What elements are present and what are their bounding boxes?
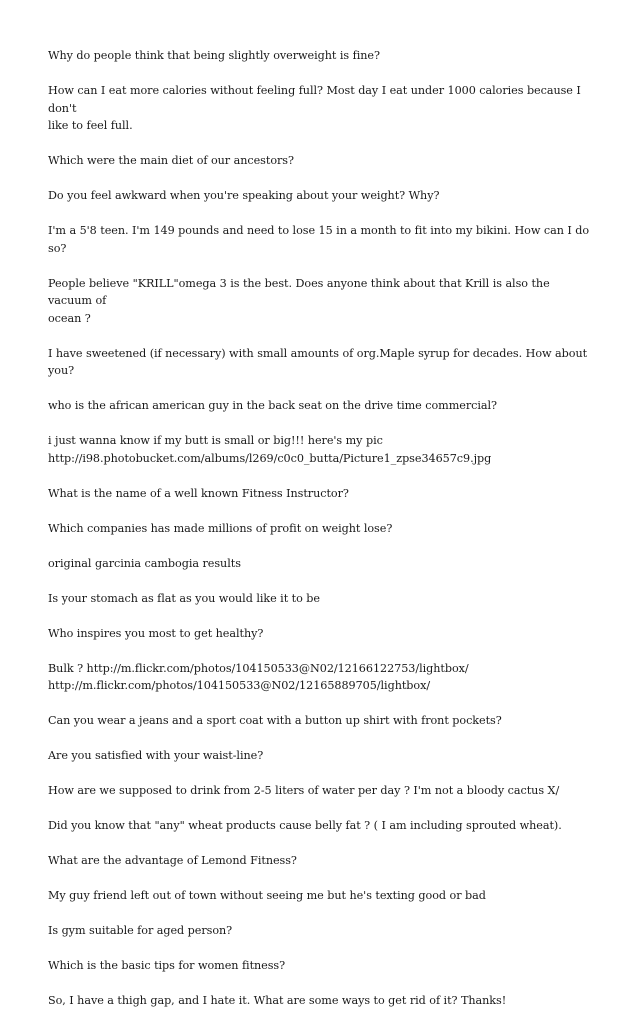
question-24-line-1: So, I have a thigh gap, and I hate it. What are some ways to get rid of it? Thanks! — [48, 994, 507, 1007]
question-2-line-2: like to feel full. — [48, 119, 133, 132]
question-21 — [48, 887, 596, 905]
question-9-line-2: http://i98.photobucket.com/albums/l269/c0c0_butta/Picture1_zpse34657c9.jpg — [48, 451, 492, 465]
question-1 — [48, 47, 596, 65]
question-20 — [48, 852, 596, 870]
question-15-line-2: http://m.flickr.com/photos/104150533@N02/12165889705/lightbox/ — [48, 679, 431, 692]
question-2 — [48, 82, 596, 135]
document-page — [48, 47, 596, 1027]
question-19 — [48, 817, 596, 835]
question-8 — [48, 397, 596, 415]
question-15 — [48, 660, 596, 695]
question-16-line-1: Can you wear a jeans and a sport coat with a button up shirt with front pockets? — [48, 714, 502, 727]
question-5 — [48, 222, 596, 257]
question-4-line-1: Do you feel awkward when you're speaking about your weight? Why? — [48, 189, 440, 202]
question-2-line-1: How can I eat more calories without feeling full? Most day I eat under 1000 calories because I don't — [48, 84, 581, 115]
question-7-line-1: I have sweetened (if necessary) with small amounts of org.Maple syrup for decades. How about you? — [48, 346, 588, 377]
question-14 — [48, 625, 596, 643]
question-10-line-1: What is the name of a well known Fitness Instructor? — [48, 486, 349, 500]
question-13 — [48, 590, 596, 608]
question-8-line-1: who is the african american guy in the back seat on the drive time commercial? — [48, 399, 497, 412]
question-7 — [48, 345, 596, 380]
question-4 — [48, 187, 596, 205]
question-17 — [48, 747, 596, 765]
question-5-line-1: I'm a 5'8 teen. I'm 149 pounds and need to lose 15 in a month to fit into my bikini. How can I do so? — [48, 224, 590, 255]
question-1-line-1: Why do people think that being slightly overweight is fine? — [48, 49, 380, 62]
question-17-line-1: Are you satisfied with your waist-line? — [48, 749, 264, 762]
question-16 — [48, 712, 596, 730]
question-14-line-1: Who inspires you most to get healthy? — [48, 626, 264, 640]
question-22 — [48, 922, 596, 940]
question-12-line-1: original garcinia cambogia results — [48, 556, 241, 570]
question-3-line-1: Which were the main diet of our ancestors? — [48, 154, 294, 167]
question-18-line-1: How are we supposed to drink from 2-5 liters of water per day ? I'm not a bloody cactus X/ — [48, 784, 560, 797]
question-6-line-1: People believe "KRILL"omega 3 is the best. Does anyone think about that Krill is also the vacuum of — [48, 276, 550, 307]
question-15-line-1: Bulk ? http://m.flickr.com/photos/104150533@N02/12166122753/lightbox/ — [48, 661, 469, 675]
question-23-line-1: Which is the basic tips for women fitness? — [48, 959, 286, 972]
question-10 — [48, 485, 596, 503]
question-9-line-1: i just wanna know if my butt is small or big!!! here's my pic — [48, 434, 383, 447]
question-3 — [48, 152, 596, 170]
question-11 — [48, 520, 596, 538]
question-22-line-1: Is gym suitable for aged person? — [48, 924, 233, 937]
question-19-line-1: Did you know that "any" wheat products cause belly fat ? ( I am including sprouted wheat). — [48, 819, 562, 832]
question-13-line-1: Is your stomach as flat as you would like it to be — [48, 591, 320, 605]
question-23 — [48, 957, 596, 975]
question-20-line-1: What are the advantage of Lemond Fitness? — [48, 854, 297, 867]
question-6 — [48, 275, 596, 328]
question-6-line-2: ocean ? — [48, 311, 91, 325]
question-24 — [48, 992, 596, 1010]
question-9 — [48, 432, 596, 467]
question-11-line-1: Which companies has made millions of profit on weight lose? — [48, 521, 393, 535]
question-12 — [48, 555, 596, 573]
question-18 — [48, 782, 596, 800]
question-21-line-1: My guy friend left out of town without seeing me but he's texting good or bad — [48, 889, 486, 902]
